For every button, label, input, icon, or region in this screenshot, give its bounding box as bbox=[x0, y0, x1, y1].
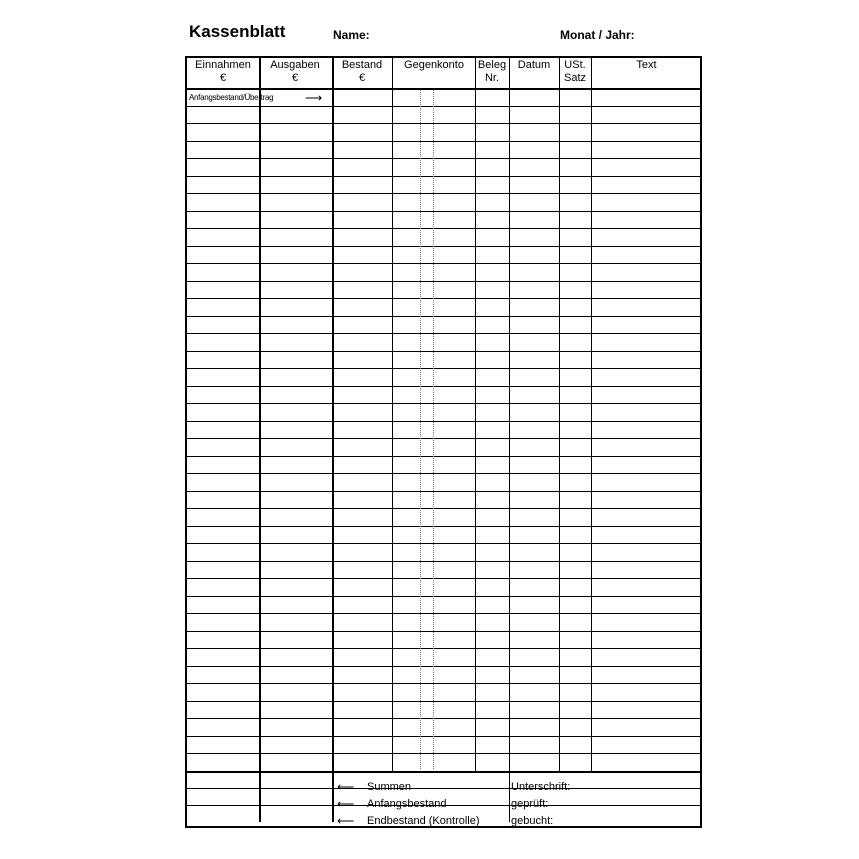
column-line bbox=[559, 58, 560, 771]
cash-sheet-table bbox=[185, 56, 702, 828]
row-line bbox=[187, 526, 700, 527]
header-text: Text bbox=[636, 59, 657, 71]
row-line bbox=[187, 176, 700, 177]
row-line bbox=[187, 228, 700, 229]
row-line bbox=[187, 508, 700, 509]
row-line bbox=[187, 141, 700, 142]
row-line bbox=[187, 491, 700, 492]
column-line bbox=[591, 58, 592, 771]
footer-row-line bbox=[187, 805, 700, 806]
row-line bbox=[187, 718, 700, 719]
booked-label: gebucht: bbox=[511, 815, 554, 827]
row-line bbox=[187, 438, 700, 439]
header-bestand: Bestand € bbox=[341, 59, 383, 84]
row-line bbox=[187, 106, 700, 107]
signature-label: Unterschrift: bbox=[511, 781, 571, 793]
row-line bbox=[187, 386, 700, 387]
checked-label: geprüft: bbox=[511, 798, 549, 810]
row-line bbox=[187, 578, 700, 579]
opening-balance-label: Anfangsbestand/Übertrag bbox=[189, 93, 274, 102]
footer-column-line bbox=[509, 771, 510, 823]
column-line bbox=[509, 58, 510, 771]
row-line bbox=[187, 631, 700, 632]
footer-divider bbox=[187, 771, 700, 773]
row-line bbox=[187, 298, 700, 299]
row-line bbox=[187, 648, 700, 649]
row-line bbox=[187, 211, 700, 212]
header-ausgaben: Ausgaben € bbox=[270, 59, 320, 84]
row-line bbox=[187, 333, 700, 334]
row-line bbox=[187, 736, 700, 737]
column-line bbox=[475, 58, 476, 771]
row-line bbox=[187, 281, 700, 282]
page-title: Kassenblatt bbox=[189, 22, 286, 41]
footer-endbestand-label: Endbestand (Kontrolle) bbox=[367, 815, 480, 827]
row-line bbox=[187, 753, 700, 754]
row-line bbox=[187, 123, 700, 124]
row-line bbox=[187, 403, 700, 404]
gegenkonto-dotted-line bbox=[433, 90, 434, 769]
name-label: Name: bbox=[333, 28, 370, 42]
arrow-left-icon: ⟵ bbox=[337, 814, 355, 828]
column-line bbox=[392, 58, 393, 771]
row-line bbox=[187, 473, 700, 474]
gegenkonto-dotted-line bbox=[420, 90, 421, 769]
row-line bbox=[187, 368, 700, 369]
row-line bbox=[187, 543, 700, 544]
header-gegenkonto: Gegenkonto bbox=[404, 59, 464, 71]
footer-summen-label: Summen bbox=[367, 781, 412, 793]
arrow-left-icon: ⟵ bbox=[337, 797, 355, 811]
row-line bbox=[187, 683, 700, 684]
row-line bbox=[187, 596, 700, 597]
row-line bbox=[187, 421, 700, 422]
row-line bbox=[187, 613, 700, 614]
row-line bbox=[187, 701, 700, 702]
header-divider bbox=[187, 88, 700, 90]
arrow-right-icon: ⟶ bbox=[305, 91, 323, 105]
header-datum: Datum bbox=[517, 59, 551, 71]
row-line bbox=[187, 456, 700, 457]
header-beleg-nr: Beleg Nr. bbox=[477, 59, 507, 84]
column-line bbox=[332, 58, 334, 822]
row-line bbox=[187, 316, 700, 317]
column-line bbox=[259, 58, 261, 822]
header-ust-satz: USt. Satz bbox=[563, 59, 586, 84]
row-line bbox=[187, 666, 700, 667]
arrow-left-icon: ⟵ bbox=[337, 780, 355, 794]
row-line bbox=[187, 351, 700, 352]
month-year-label: Monat / Jahr: bbox=[560, 28, 635, 42]
header-einnahmen: Einnahmen € bbox=[195, 59, 251, 84]
footer-anfangsbestand-label: Anfangsbestand bbox=[367, 798, 447, 810]
row-line bbox=[187, 263, 700, 264]
footer-row-line bbox=[187, 788, 700, 789]
row-line bbox=[187, 193, 700, 194]
row-line bbox=[187, 561, 700, 562]
row-line bbox=[187, 158, 700, 159]
row-line bbox=[187, 246, 700, 247]
